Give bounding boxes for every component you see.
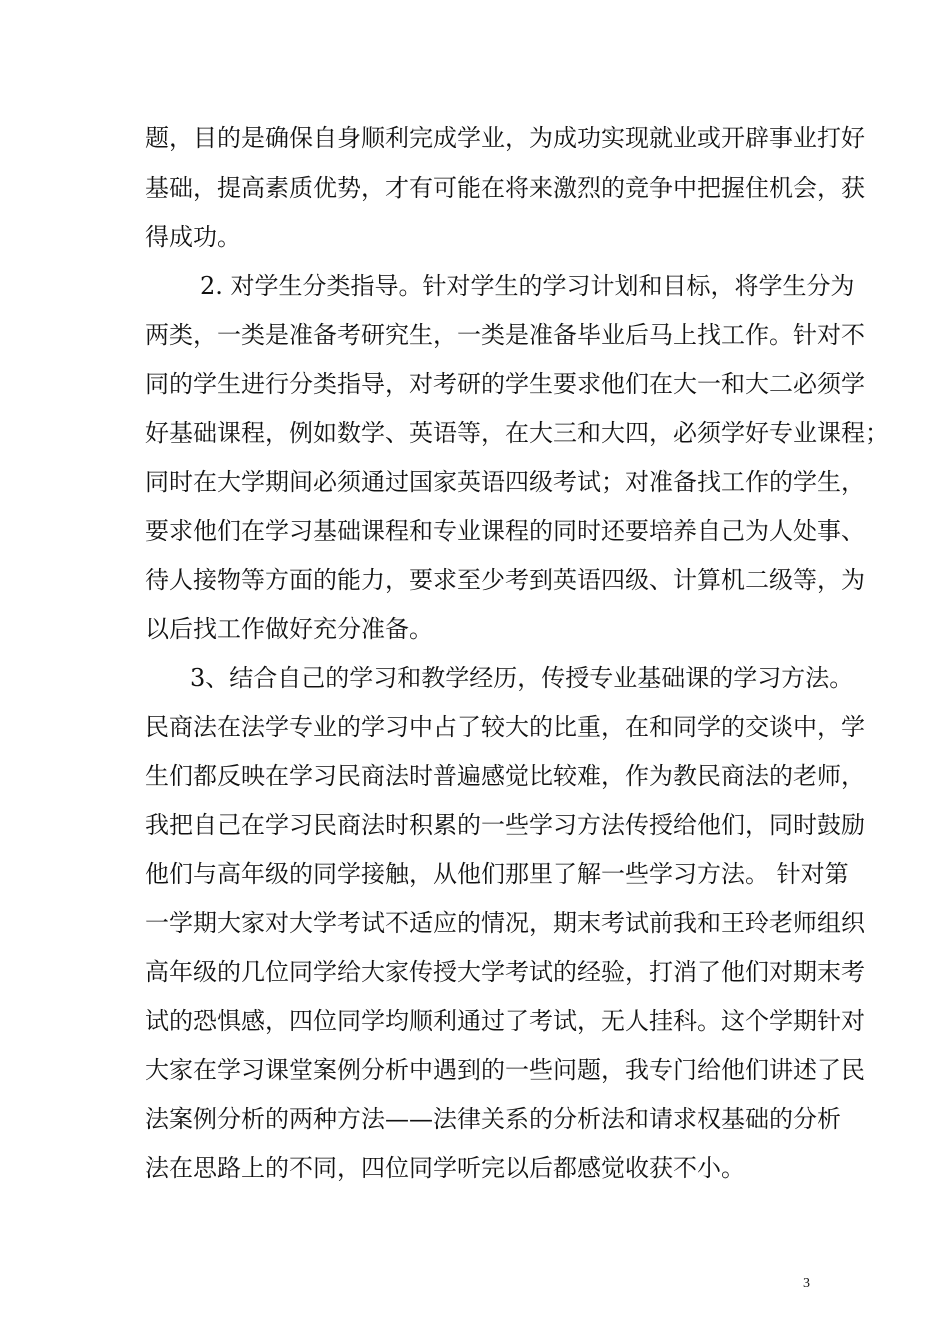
paragraph-3-line-10: 法案例分析的两种方法——法律关系的分析法和请求权基础的分析 (145, 1105, 841, 1133)
paragraph-2-line-8: 以后找工作做好充分准备。 (145, 615, 433, 643)
paragraph-3-line-7: 高年级的几位同学给大家传授大学考试的经验，打消了他们对期末考 (145, 958, 865, 986)
page-number: 3 (803, 1276, 810, 1291)
paragraph-3-line-6: 一学期大家对大学考试不适应的情况，期末考试前我和王玲老师组织 (145, 909, 865, 937)
paragraph-2-line-4: 好基础课程，例如数学、英语等，在大三和大四，必须学好专业课程； (145, 419, 889, 447)
paragraph-1-line-1: 题，目的是确保自身顺利完成学业，为成功实现就业或开辟事业打好 (145, 124, 865, 152)
paragraph-1-line-3: 得成功。 (145, 223, 241, 251)
paragraph-2-line-2: 两类，一类是准备考研究生，一类是准备毕业后马上找工作。针对不 (145, 321, 865, 349)
paragraph-3-line-2: 民商法在法学专业的学习中占了较大的比重，在和同学的交谈中，学 (145, 713, 865, 741)
paragraph-3-line-1: 3、结合自己的学习和教学经历，传授专业基础课的学习方法。 (190, 664, 854, 692)
paragraph-3-line-9: 大家在学习课堂案例分析中遇到的一些问题，我专门给他们讲述了民 (145, 1056, 865, 1084)
paragraph-3-line-8: 试的恐惧感，四位同学均顺利通过了考试，无人挂科。这个学期针对 (145, 1007, 865, 1035)
paragraph-2-line-6: 要求他们在学习基础课程和专业课程的同时还要培养自己为人处事、 (145, 517, 865, 545)
paragraph-2-line-3: 同的学生进行分类指导，对考研的学生要求他们在大一和大二必须学 (145, 370, 865, 398)
paragraph-2-line-1: 2. 对学生分类指导。针对学生的学习计划和目标，将学生分为 (200, 272, 855, 300)
paragraph-3-line-5: 他们与高年级的同学接触，从他们那里了解一些学习方法。 针对第 (145, 860, 849, 888)
paragraph-3-line-4: 我把自己在学习民商法时积累的一些学习方法传授给他们，同时鼓励 (145, 811, 865, 839)
paragraph-3-line-11: 法在思路上的不同，四位同学听完以后都感觉收获不小。 (145, 1154, 745, 1182)
paragraph-1-line-2: 基础，提高素质优势，才有可能在将来激烈的竞争中把握住机会，获 (145, 174, 865, 202)
paragraph-3-line-3: 生们都反映在学习民商法时普遍感觉比较难，作为教民商法的老师， (145, 762, 865, 790)
paragraph-2-line-7: 待人接物等方面的能力，要求至少考到英语四级、计算机二级等，为 (145, 566, 865, 594)
paragraph-2-line-5: 同时在大学期间必须通过国家英语四级考试；对准备找工作的学生， (145, 468, 865, 496)
